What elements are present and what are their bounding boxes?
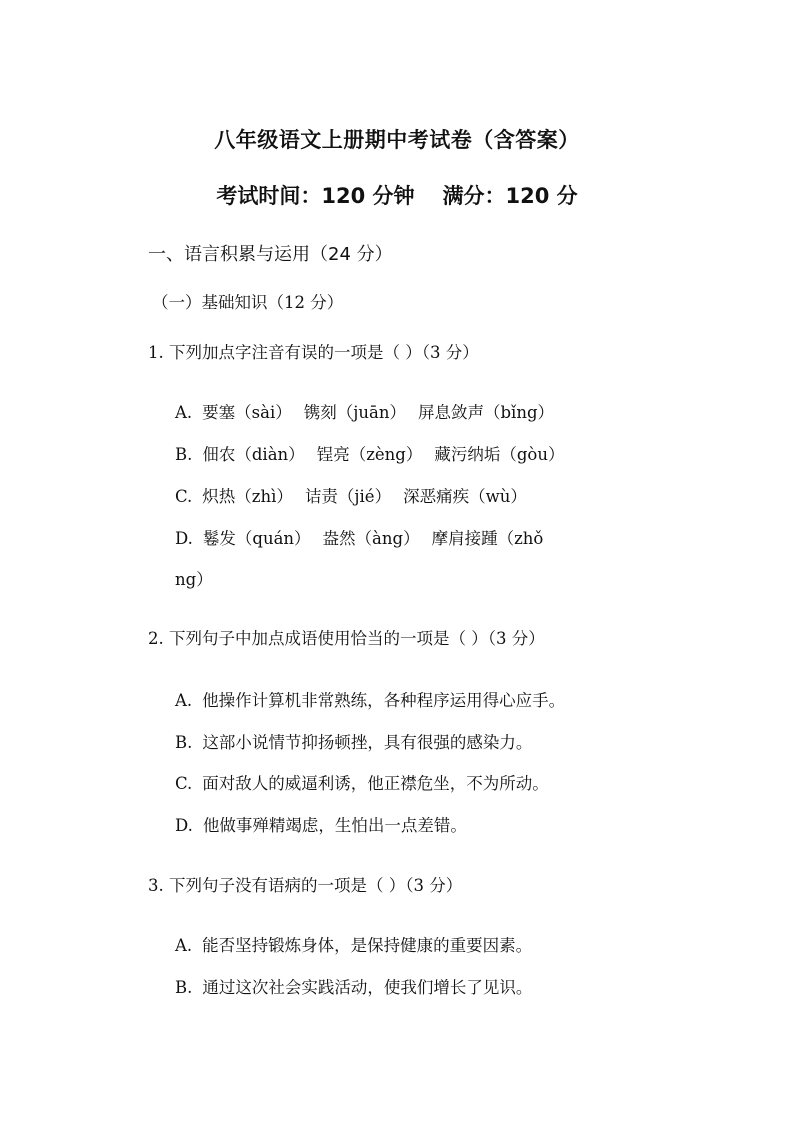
question-1-stem: 1. 下列加点字注音有误的一项是（ ）（3 分） <box>148 343 479 362</box>
exam-time: 考试时间：120 分钟 <box>216 184 415 208</box>
option-text: 他做事殚精竭虑，生怕出一点差错。 <box>202 816 467 835</box>
option-letter: D. <box>175 816 193 835</box>
question-3-option-b <box>175 974 532 998</box>
option-item: 深恶痛疾（wù） <box>403 487 527 506</box>
question-2-option-a <box>175 687 565 711</box>
option-item: 要塞（sài） <box>202 403 292 422</box>
option-letter: B. <box>175 445 193 464</box>
section-heading: 一、语言积累与运用（24 分） <box>148 244 393 265</box>
option-letter: A. <box>175 936 193 955</box>
option-text: 能否坚持锻炼身体，是保持健康的重要因素。 <box>202 936 533 955</box>
option-text: 面对敌人的威逼利诱，他正襟危坐，不为所动。 <box>202 774 549 793</box>
option-item: 屏息敛声（bǐng） <box>417 403 555 422</box>
option-item: 诘责（jié） <box>304 487 392 506</box>
question-1-option-d <box>175 525 543 549</box>
exam-info <box>0 180 794 210</box>
option-item: 炽热（zhì） <box>202 487 293 506</box>
question-2-option-c <box>175 770 549 794</box>
option-text: 这部小说情节抑扬顿挫，具有很强的感染力。 <box>202 733 533 752</box>
option-item: 锃亮（zèng） <box>316 445 423 464</box>
exam-title: 八年级语文上册期中考试卷（含答案） <box>214 128 580 152</box>
option-item: 藏污纳垢（gòu） <box>434 445 565 464</box>
question-3-option-a <box>175 932 532 956</box>
question-2-stem: 2. 下列句子中加点成语使用恰当的一项是（ ）（3 分） <box>148 629 545 648</box>
option-item: 镌刻（juān） <box>303 403 406 422</box>
question-3-stem: 3. 下列句子没有语病的一项是（ ）（3 分） <box>148 876 463 895</box>
option-letter: C. <box>175 774 193 793</box>
option-text: 他操作计算机非常熟练，各种程序运用得心应手。 <box>202 691 566 710</box>
option-item: 佃农（diàn） <box>202 445 305 464</box>
subsection-heading: （一）基础知识（12 分） <box>152 293 344 312</box>
option-letter: A. <box>175 403 193 422</box>
option-text: 通过这次社会实践活动，使我们增长了见识。 <box>202 978 533 997</box>
question-1-option-c <box>175 483 527 507</box>
option-letter: A. <box>175 691 193 710</box>
question-2-option-b <box>175 729 532 753</box>
option-item: 鬈发（quán） <box>202 529 311 548</box>
option-letter: C. <box>175 487 193 506</box>
option-letter: D. <box>175 529 193 548</box>
option-letter: B. <box>175 733 193 752</box>
option-letter: B. <box>175 978 193 997</box>
option-item: 盎然（àng） <box>322 529 420 548</box>
question-2-option-d <box>175 812 467 836</box>
question-1-option-a <box>175 399 554 423</box>
question-1-option-b <box>175 441 564 465</box>
option-item: 摩肩接踵（zhǒ <box>431 529 544 548</box>
question-1-option-d-continued: ng） <box>175 570 213 589</box>
exam-score: 满分：120 分 <box>442 184 578 208</box>
